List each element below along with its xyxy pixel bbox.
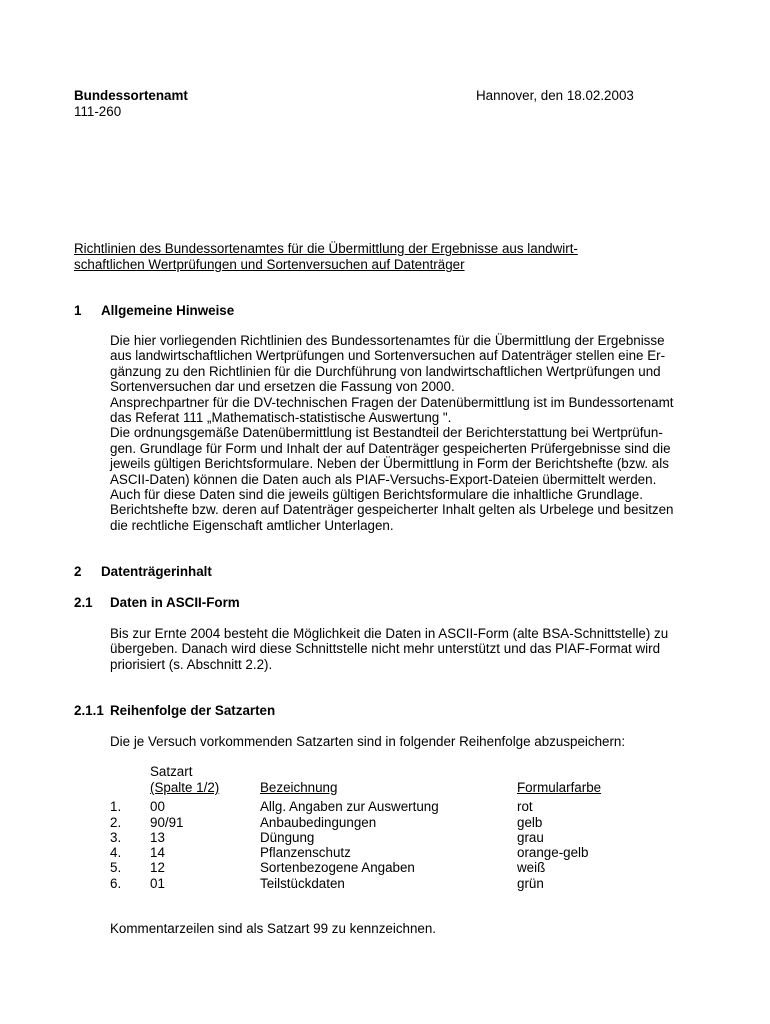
text-line: gänzung zu den Richtlinien für die Durchführung von landwirtschaftlichen Wertprüfungen und: [110, 363, 661, 379]
table-row: [110, 815, 630, 831]
table-row: [110, 876, 630, 892]
row-color: grau: [517, 830, 544, 845]
table-header-satzart: Satzart: [150, 764, 193, 779]
document-title-line-1: Richtlinien des Bundessortenamtes für die Übermittlung der Ergebnisse aus landwirt-: [74, 241, 578, 256]
row-name: Sortenbezogene Angaben: [260, 860, 415, 875]
row-number: 1.: [110, 799, 122, 814]
organization-name: Bundessortenamt: [74, 88, 188, 103]
section-1-body: [110, 333, 674, 533]
row-color: grün: [517, 876, 544, 891]
section-2-1-title: Daten in ASCII-Form: [110, 595, 240, 610]
text-line: übergeben. Danach wird diese Schnittstelle nicht mehr unterstützt und das PIAF-Format wird: [110, 641, 661, 657]
row-name: Teilstückdaten: [260, 876, 345, 891]
text-line: Auch für diese Daten sind die jeweils gültigen Berichtsformulare die inhaltliche Grundlage.: [110, 487, 643, 503]
section-2-number: 2: [74, 564, 82, 579]
row-name: Düngung: [260, 830, 315, 845]
row-number: 3.: [110, 830, 122, 845]
section-2-1-body: [110, 626, 668, 672]
table-row: [110, 860, 630, 876]
table-row: [110, 799, 630, 815]
text-line: die rechtliche Eigenschaft amtlicher Unterlagen.: [110, 517, 394, 533]
row-color: rot: [517, 799, 533, 814]
table-row: [110, 830, 630, 846]
section-2-1-1-intro: Die je Versuch vorkommenden Satzarten sind in folgender Reihenfolge abzuspeichern:: [110, 734, 626, 749]
row-color: orange-gelb: [517, 845, 589, 860]
row-name: Pflanzenschutz: [260, 845, 351, 860]
text-line: Berichtshefte bzw. deren auf Datenträger gespeicherter Inhalt gelten als Urbelege und besitzen: [110, 502, 674, 518]
row-name: Allg. Angaben zur Auswertung: [260, 799, 439, 814]
text-line: gen. Grundlage für Form und Inhalt der auf Datenträger gespeicherten Prüfergebnisse sind die: [110, 440, 671, 456]
row-number: 4.: [110, 845, 122, 860]
section-1-number: 1: [74, 303, 82, 318]
table-row: [110, 845, 630, 861]
section-2-1-number: 2.1: [74, 595, 93, 610]
text-line: Ansprechpartner für die DV-technischen Fragen der Datenübermittlung ist im Bundessortenamt: [110, 394, 674, 410]
row-number: 5.: [110, 860, 122, 875]
row-code: 90/91: [150, 815, 184, 830]
table-header-name: Bezeichnung: [260, 780, 338, 795]
document-title-line-2: schaftlichen Wertprüfungen und Sortenversuchen auf Datenträger: [74, 257, 465, 272]
comment-line-note: Kommentarzeilen sind als Satzart 99 zu kennzeichnen.: [110, 921, 437, 936]
place-date: Hannover, den 18.02.2003: [476, 88, 634, 103]
row-number: 6.: [110, 876, 122, 891]
row-name: Anbaubedingungen: [260, 815, 377, 830]
row-code: 12: [150, 860, 165, 875]
text-line: jeweils gültigen Berichtsformulare. Neben der Übermittlung in Form der Berichtshefte (bzw. als: [110, 456, 669, 472]
text-line: priorisiert (s. Abschnitt 2.2).: [110, 656, 273, 672]
row-code: 00: [150, 799, 165, 814]
section-2-title: Datenträgerinhalt: [101, 564, 212, 579]
text-line: Die ordnungsgemäße Datenübermittlung ist Bestandteil der Berichterstattung bei Wertprüfun-: [110, 425, 663, 441]
text-line: das Referat 111 „Mathematisch-statistische Auswertung ".: [110, 410, 452, 426]
section-2-1-1-title: Reihenfolge der Satzarten: [110, 703, 276, 718]
text-line: Die hier vorliegenden Richtlinien des Bundessortenamtes für die Übermittlung der Ergebnisse: [110, 333, 665, 348]
section-1-title: Allgemeine Hinweise: [101, 303, 235, 318]
row-color: weiß: [517, 860, 546, 875]
row-number: 2.: [110, 815, 122, 830]
table-header-code: (Spalte 1/2): [150, 780, 220, 795]
row-color: gelb: [517, 815, 543, 830]
text-line: aus landwirtschaftlichen Wertprüfungen und Sortenversuchen auf Datenträger stellen eine Er-: [110, 348, 666, 364]
section-2-1-1-number: 2.1.1: [74, 703, 104, 718]
text-line: ASCII-Daten) können die Daten auch als PIAF-Versuchs-Export-Dateien übermittelt werden.: [110, 471, 657, 487]
text-line: Sortenversuchen dar und ersetzen die Fassung von 2000.: [110, 379, 455, 395]
row-code: 14: [150, 845, 165, 860]
row-code: 13: [150, 830, 165, 845]
text-line: Bis zur Ernte 2004 besteht die Möglichkeit die Daten in ASCII-Form (alte BSA-Schnittstelle) zu: [110, 626, 669, 641]
table-header-color: Formularfarbe: [517, 780, 602, 795]
reference-number: 111-260: [74, 104, 122, 119]
row-code: 01: [150, 876, 165, 891]
